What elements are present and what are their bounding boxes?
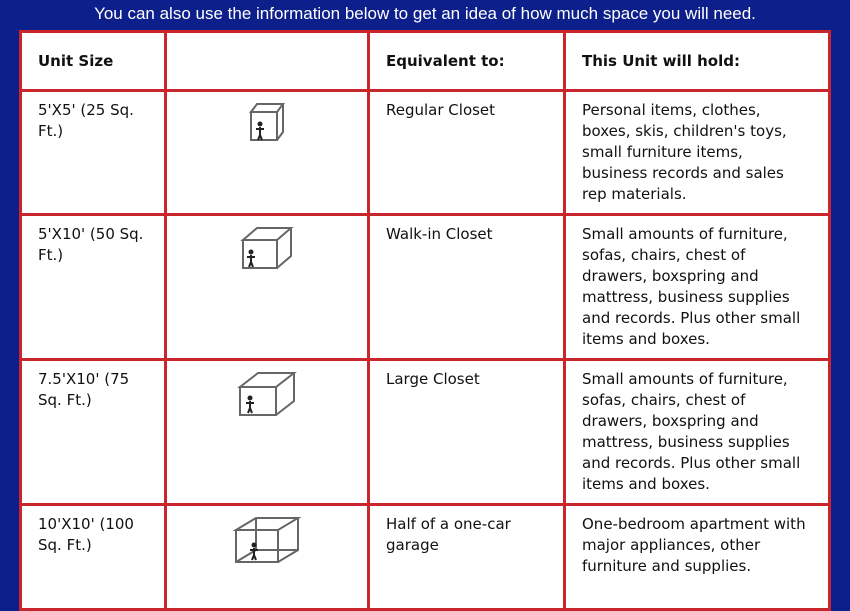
equivalent-cell: Walk-in Closet bbox=[369, 215, 565, 360]
unit-size-table bbox=[19, 30, 831, 611]
table-header-row bbox=[21, 32, 830, 91]
unit-size-cell: 7.5'X10' (75 Sq. Ft.) bbox=[21, 360, 166, 505]
storage-unit-7x10-icon bbox=[236, 369, 298, 419]
unit-size-cell: 10'X10' (100 Sq. Ft.) bbox=[21, 505, 166, 610]
header-equivalent: Equivalent to: bbox=[369, 32, 565, 91]
table-row bbox=[21, 215, 830, 360]
holds-cell: Small amounts of furniture, sofas, chairs, chest of drawers, boxspring and mattress, business supplies and records. Plus other small items and boxes. bbox=[565, 215, 830, 360]
unit-size-cell: 5'X10' (50 Sq. Ft.) bbox=[21, 215, 166, 360]
storage-unit-10x10-icon bbox=[232, 514, 302, 566]
header-holds: This Unit will hold: bbox=[565, 32, 830, 91]
storage-unit-5x10-icon bbox=[239, 224, 295, 272]
equivalent-cell: Regular Closet bbox=[369, 91, 565, 215]
table-row bbox=[21, 91, 830, 215]
intro-text: You can also use the information below to get an idea of how much space you will need. bbox=[94, 4, 756, 23]
header-image bbox=[166, 32, 369, 91]
unit-size-cell: 5'X5' (25 Sq. Ft.) bbox=[21, 91, 166, 215]
equivalent-cell: Large Closet bbox=[369, 360, 565, 505]
table-row bbox=[21, 505, 830, 610]
equivalent-cell: Half of a one-car garage bbox=[369, 505, 565, 610]
holds-cell: Personal items, clothes, boxes, skis, children's toys, small furniture items, business records and sales rep materials. bbox=[565, 91, 830, 215]
holds-cell: One-bedroom apartment with major appliances, other furniture and supplies. bbox=[565, 505, 830, 610]
table-row bbox=[21, 360, 830, 505]
holds-cell: Small amounts of furniture, sofas, chairs, chest of drawers, boxspring and mattress, business supplies and records. Plus other small items and boxes. bbox=[565, 360, 830, 505]
storage-unit-5x5-icon bbox=[247, 100, 287, 144]
header-unit-size: Unit Size bbox=[21, 32, 166, 91]
